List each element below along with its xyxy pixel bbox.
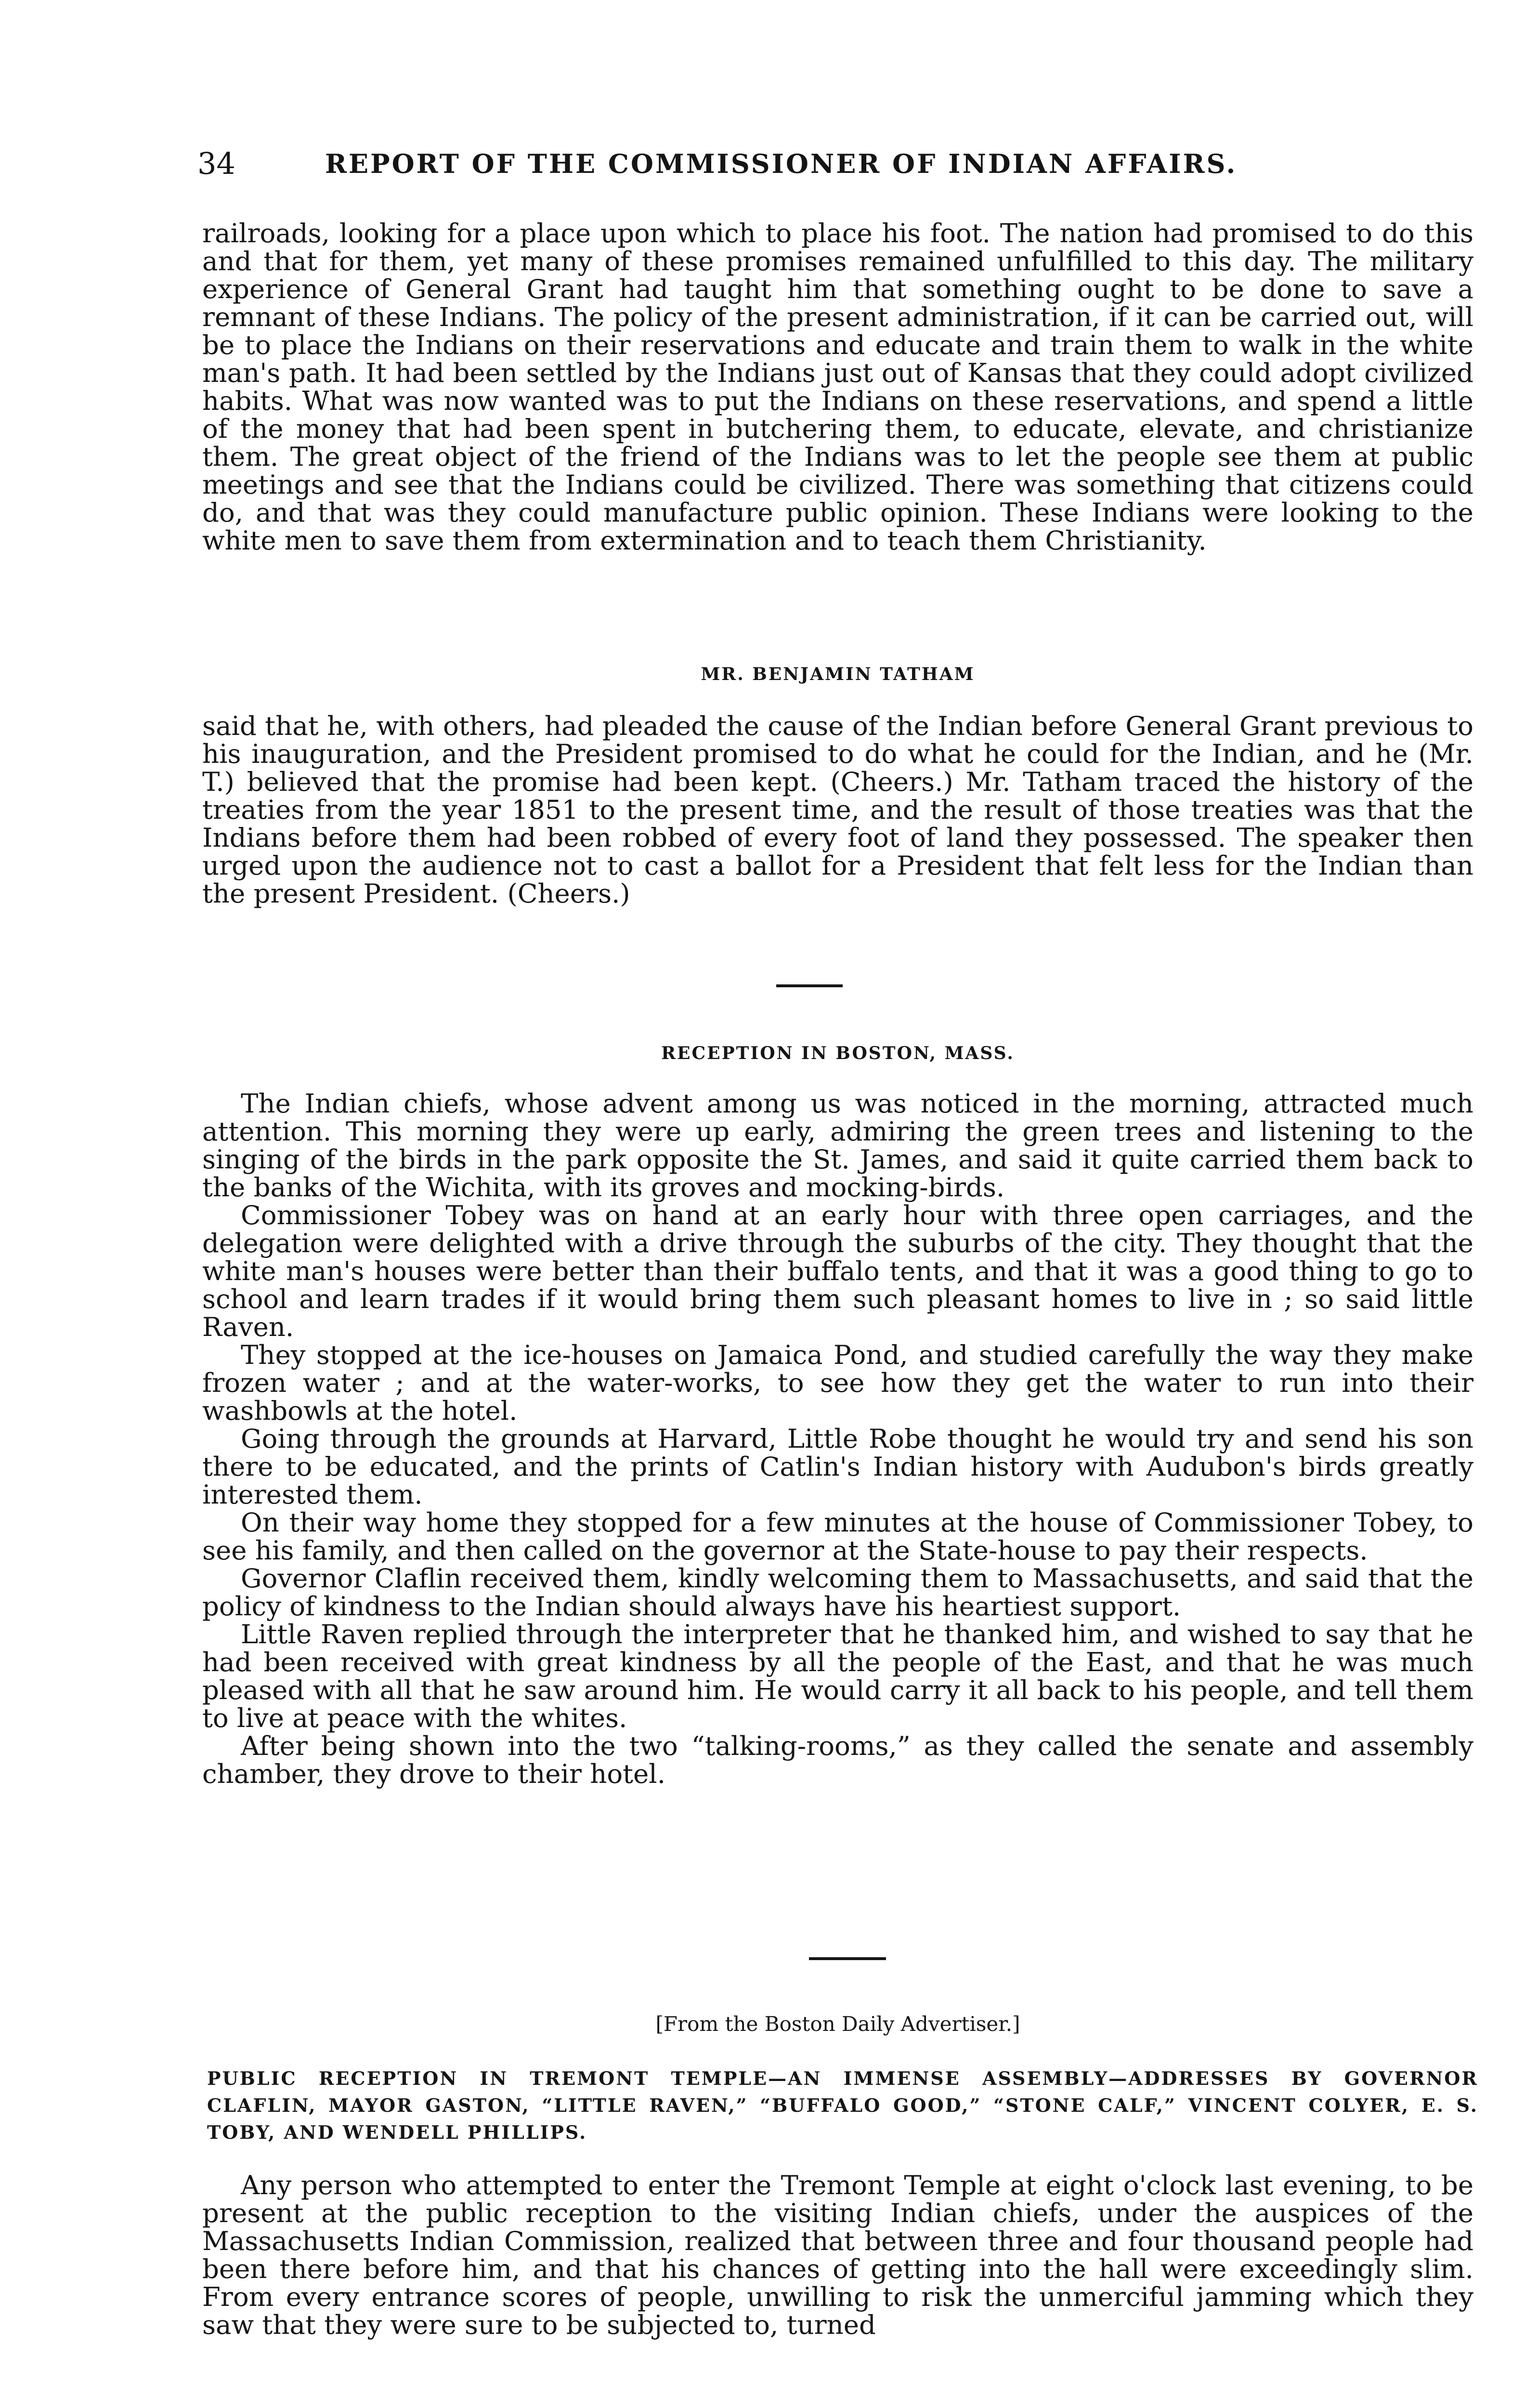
tatham-paragraph: said that he, with others, had pleaded the cause of the Indian before General Grant previous to his inauguration, and the President promised to do what he could for the Indian, and he (Mr. T.) believed that the promise had been kept. (Cheers.) Mr. Tatham traced the history of the treaties from the year 1851 to the present time, and the result of those treaties was that the Indians before them had been robbed of every foot of land they possessed. The speaker then urged upon the audience not to cast a ballot for a President that felt less for the Indian than the present President. (Cheers.) <box>202 710 1473 909</box>
tremont-paragraph: Any person who attempted to enter the Tremont Temple at eight o'clock last evening, to be present at the public reception to the visiting Indian chiefs, under the auspices of the Massachusetts Indian Commission, realized that between three and four thousand people had been there before him, and that his chances of getting into the hall were exceedingly slim. From every entrance scores of people, unwilling to risk the unmerciful jamming which they saw that they were sure to be subjected to, turned <box>202 2170 1473 2340</box>
page-number: 34 <box>197 146 235 181</box>
reception-paragraph-7: Little Raven replied through the interpreter that he thanked him, and wished to say that he had been received with great kindness by all the people of the East, and that he was much pleased with all that he saw around him. He would carry it all back to his people, and tell them to live at peace with the whites. <box>202 1619 1473 1733</box>
reception-paragraph-4: Going through the grounds at Harvard, Little Robe thought he would try and send his son there to be educated, and the prints of Catlin's Indian history with Audubon's birds greatly interested them. <box>202 1423 1473 1510</box>
speaker-heading-tatham: MR. BENJAMIN TATHAM <box>701 664 975 684</box>
continued-paragraph: railroads, looking for a place upon which to place his foot. The nation had promised to do this and that for them, yet many of these promises remained unfulfilled to this day. The military experience of General Grant had taught him that something ought to be done to save a remnant of these Indians. The policy of the present administration, if it can be carried out, will be to place the Indians on their reservations and educate and train them to walk in the white man's path. It had been settled by the Indians just out of Kansas that they could adopt civilized habits. What was now wanted was to put the Indians on these reservations, and spend a little of the money that had been spent in butchering them, to educate, elevate, and christianize them. The great object of the friend of the Indians was to let the people see them at public meetings and see that the Indians could be civilized. There was something that citizens could do, and that was they could manufacture public opinion. These Indians were looking to the white men to save them from extermination and to teach them Christianity. <box>202 218 1473 556</box>
tatham-speech-section <box>202 712 1473 907</box>
page-header <box>197 144 1324 183</box>
continued-speech-section <box>202 219 1473 554</box>
tremont-temple-caption <box>207 2065 1478 2146</box>
boston-reception-heading: RECEPTION IN BOSTON, MASS. <box>661 1043 1015 1063</box>
caption-text: PUBLIC RECEPTION IN TREMONT TEMPLE—AN IMMENSE ASSEMBLY—ADDRESSES BY GOVERNOR CLAFLIN, MAYOR GASTON, “LITTLE RAVEN,” “BUFFALO GOOD,” “STONE CALF,” VINCENT COLYER, E. S. TOBY, AND WENDELL PHILLIPS. <box>207 2068 1478 2143</box>
source-attribution: [From the Boston Daily Advertiser.] <box>655 2012 1020 2036</box>
reception-paragraph-8: After being shown into the two “talking-rooms,” as they called the senate and assembly chamber, they drove to their hotel. <box>202 1730 1473 1789</box>
running-title: REPORT OF THE COMMISSIONER OF INDIAN AFFAIRS. <box>325 148 1238 179</box>
reception-paragraph-6: Governor Claflin received them, kindly welcoming them to Massachusetts, and said that the policy of kindness to the Indian should always have his heartiest support. <box>202 1563 1473 1622</box>
reception-paragraph-2: Commissioner Tobey was on hand at an early hour with three open carriages, and the delegation were delighted with a drive through the suburbs of the city. They thought that the white man's houses were better than their buffalo tents, and that it was a good thing to go to school and learn trades if it would bring them such pleasant homes to live in ; so said little Raven. <box>202 1200 1473 1342</box>
reception-paragraph-1: The Indian chiefs, whose advent among us was noticed in the morning, attracted much attention. This morning they were up early, admiring the green trees and listening to the singing of the birds in the park opposite the St. James, and said it quite carried them back to the banks of the Wichita, with its groves and mocking-birds. <box>202 1088 1473 1203</box>
boston-reception-section <box>202 1089 1473 1788</box>
reception-paragraph-5: On their way home they stopped for a few minutes at the house of Commissioner Tobey, to see his family, and then called on the governor at the State-house to pay their respects. <box>202 1507 1473 1566</box>
section-divider <box>776 984 843 987</box>
reception-paragraph-3: They stopped at the ice-houses on Jamaica Pond, and studied carefully the way they make frozen water ; and at the water-works, to see how they get the water to run into their washbowls at the hotel. <box>202 1339 1473 1426</box>
section-divider <box>809 1957 886 1960</box>
tremont-temple-section <box>202 2171 1473 2339</box>
